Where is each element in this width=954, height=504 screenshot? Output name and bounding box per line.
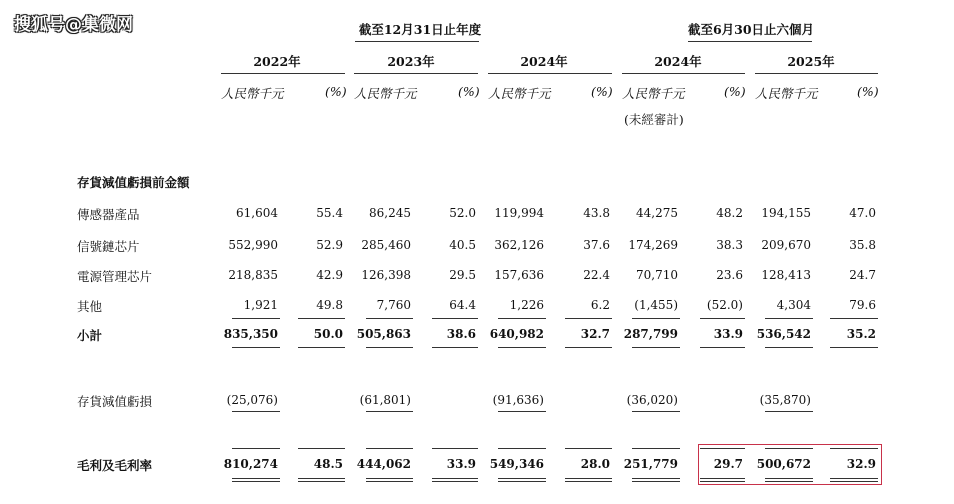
- percent-cell: 42.9: [316, 268, 343, 282]
- amount-cell: 209,670: [761, 238, 811, 252]
- subtotal-bottom-rule: [498, 347, 546, 348]
- amount-cell: 500,672: [756, 457, 811, 471]
- watermark: 搜狐号@集微网: [14, 15, 133, 35]
- amount-cell: 157,636: [494, 268, 544, 282]
- amount-cell: 1,226: [509, 298, 544, 312]
- year-underline: [354, 73, 478, 74]
- unaudited-note: (未經審計): [624, 112, 684, 127]
- amount-cell: 194,155: [761, 206, 811, 220]
- subtotal-rule: [498, 318, 546, 319]
- gross-double-rule: [432, 481, 478, 482]
- percent-cell: 22.4: [583, 268, 610, 282]
- gross-double-rule: [498, 481, 546, 482]
- unit-rmb-header: 人民幣千元: [755, 86, 818, 101]
- subtotal-rule: [432, 318, 478, 319]
- amount-cell: (36,020): [626, 393, 678, 407]
- group-header-fiscal-year: 截至12月31日止年度: [358, 22, 482, 37]
- year-header: 2023年: [387, 54, 435, 69]
- amount-cell: 835,350: [223, 327, 278, 341]
- amount-cell: 174,269: [628, 238, 678, 252]
- gross-double-rule: [298, 481, 345, 482]
- percent-cell: 48.2: [716, 206, 743, 220]
- gross-double-rule: [366, 481, 413, 482]
- unit-pct-header: (%): [591, 84, 613, 99]
- year-underline: [221, 73, 345, 74]
- amount-cell: 444,062: [356, 457, 411, 471]
- subtotal-bottom-rule: [432, 347, 478, 348]
- subtotal-bottom-rule: [298, 347, 345, 348]
- percent-cell: 32.7: [580, 327, 610, 341]
- amount-cell: 362,126: [494, 238, 544, 252]
- percent-cell: 48.5: [313, 457, 343, 471]
- amount-cell: 119,994: [494, 206, 544, 220]
- amount-cell: 810,274: [223, 457, 278, 471]
- gross-double-rule: [232, 481, 280, 482]
- section-title: 存貨減值虧損前金額: [77, 175, 190, 190]
- percent-cell: 47.0: [849, 206, 876, 220]
- percent-cell: 43.8: [583, 206, 610, 220]
- subtotal-bottom-rule: [700, 347, 745, 348]
- amount-cell: (91,636): [492, 393, 544, 407]
- impairment-label: 存貨減值虧損: [77, 394, 153, 409]
- impairment-rule: [366, 411, 413, 412]
- subtotal-bottom-rule: [830, 347, 878, 348]
- gross-top-rule: [298, 448, 345, 449]
- amount-cell: 128,413: [761, 268, 811, 282]
- subtotal-rule: [232, 318, 280, 319]
- amount-cell: 1,921: [243, 298, 278, 312]
- amount-cell: 218,835: [228, 268, 278, 282]
- percent-cell: 24.7: [849, 268, 876, 282]
- row-label: 傳感器產品: [77, 207, 140, 222]
- subtotal-rule: [700, 318, 745, 319]
- percent-cell: 64.4: [449, 298, 476, 312]
- amount-cell: 536,542: [756, 327, 811, 341]
- amount-cell: 505,863: [356, 327, 411, 341]
- amount-cell: 251,779: [623, 457, 678, 471]
- year-header: 2024年: [654, 54, 702, 69]
- gross-top-rule: [632, 448, 680, 449]
- row-label: 其他: [77, 299, 103, 314]
- percent-cell: 35.8: [849, 238, 876, 252]
- year-underline: [755, 73, 878, 74]
- gross-top-rule: [366, 448, 413, 449]
- percent-cell: 38.3: [716, 238, 743, 252]
- percent-cell: 28.0: [580, 457, 610, 471]
- percent-cell: 37.6: [583, 238, 610, 252]
- gross-top-rule: [232, 448, 280, 449]
- impairment-rule: [498, 411, 546, 412]
- percent-cell: 29.7: [713, 457, 743, 471]
- percent-cell: 29.5: [449, 268, 476, 282]
- year-header: 2025年: [787, 54, 835, 69]
- amount-cell: 61,604: [236, 206, 278, 220]
- percent-cell: 33.9: [713, 327, 743, 341]
- amount-cell: (1,455): [634, 298, 678, 312]
- gross-double-rule: [632, 481, 680, 482]
- amount-cell: 4,304: [776, 298, 811, 312]
- subtotal-rule: [565, 318, 612, 319]
- group-underline: [355, 41, 479, 42]
- percent-cell: 23.6: [716, 268, 743, 282]
- gross-double-rule: [565, 478, 612, 479]
- percent-cell: 33.9: [446, 457, 476, 471]
- unit-rmb-header: 人民幣千元: [221, 86, 284, 101]
- percent-cell: 38.6: [446, 327, 476, 341]
- gross-top-rule: [498, 448, 546, 449]
- amount-cell: 285,460: [361, 238, 411, 252]
- subtotal-bottom-rule: [366, 347, 413, 348]
- amount-cell: 86,245: [369, 206, 411, 220]
- year-underline: [488, 73, 612, 74]
- amount-cell: 7,760: [376, 298, 411, 312]
- percent-cell: (52.0): [706, 298, 743, 312]
- percent-cell: 40.5: [449, 238, 476, 252]
- group-header-six-months: 截至6月30日止六個月: [687, 22, 815, 37]
- impairment-rule: [632, 411, 680, 412]
- amount-cell: 70,710: [636, 268, 678, 282]
- gross-double-rule: [632, 478, 680, 479]
- gross-label: 毛利及毛利率: [77, 458, 153, 473]
- gross-top-rule: [432, 448, 478, 449]
- amount-cell: 552,990: [228, 238, 278, 252]
- gross-top-rule: [565, 448, 612, 449]
- percent-cell: 32.9: [846, 457, 876, 471]
- unit-rmb-header: 人民幣千元: [488, 86, 551, 101]
- amount-cell: 640,982: [489, 327, 544, 341]
- unit-pct-header: (%): [458, 84, 480, 99]
- subtotal-rule: [765, 318, 813, 319]
- amount-cell: (25,076): [226, 393, 278, 407]
- percent-cell: 79.6: [849, 298, 876, 312]
- amount-cell: 287,799: [623, 327, 678, 341]
- unit-rmb-header: 人民幣千元: [622, 86, 685, 101]
- spacer: [465, 486, 475, 487]
- percent-cell: 52.0: [449, 206, 476, 220]
- unit-pct-header: (%): [724, 84, 746, 99]
- row-label: 電源管理芯片: [77, 269, 153, 284]
- group-underline: [688, 41, 812, 42]
- unit-pct-header: (%): [325, 84, 347, 99]
- percent-cell: 50.0: [313, 327, 343, 341]
- highlight-box: [698, 444, 882, 485]
- amount-cell: (61,801): [359, 393, 411, 407]
- gross-double-rule: [565, 481, 612, 482]
- unit-rmb-header: 人民幣千元: [354, 86, 417, 101]
- amount-cell: 44,275: [636, 206, 678, 220]
- subtotal-rule: [632, 318, 680, 319]
- gross-double-rule: [432, 478, 478, 479]
- year-header: 2024年: [520, 54, 568, 69]
- gross-double-rule: [298, 478, 345, 479]
- amount-cell: 126,398: [361, 268, 411, 282]
- subtotal-rule: [298, 318, 345, 319]
- year-header: 2022年: [253, 54, 301, 69]
- subtotal-label: 小計: [77, 328, 103, 343]
- percent-cell: 35.2: [846, 327, 876, 341]
- impairment-rule: [765, 411, 813, 412]
- percent-cell: 55.4: [316, 206, 343, 220]
- subtotal-bottom-rule: [232, 347, 280, 348]
- subtotal-bottom-rule: [765, 347, 813, 348]
- subtotal-rule: [366, 318, 413, 319]
- gross-double-rule: [498, 478, 546, 479]
- subtotal-bottom-rule: [565, 347, 612, 348]
- percent-cell: 6.2: [590, 298, 610, 312]
- subtotal-rule: [830, 318, 878, 319]
- percent-cell: 49.8: [316, 298, 343, 312]
- year-underline: [622, 73, 745, 74]
- amount-cell: 549,346: [489, 457, 544, 471]
- subtotal-bottom-rule: [632, 347, 680, 348]
- unit-pct-header: (%): [857, 84, 879, 99]
- percent-cell: 52.9: [316, 238, 343, 252]
- row-label: 信號鏈芯片: [77, 239, 140, 254]
- impairment-rule: [232, 411, 280, 412]
- amount-cell: (35,870): [759, 393, 811, 407]
- gross-double-rule: [232, 478, 280, 479]
- gross-double-rule: [366, 478, 413, 479]
